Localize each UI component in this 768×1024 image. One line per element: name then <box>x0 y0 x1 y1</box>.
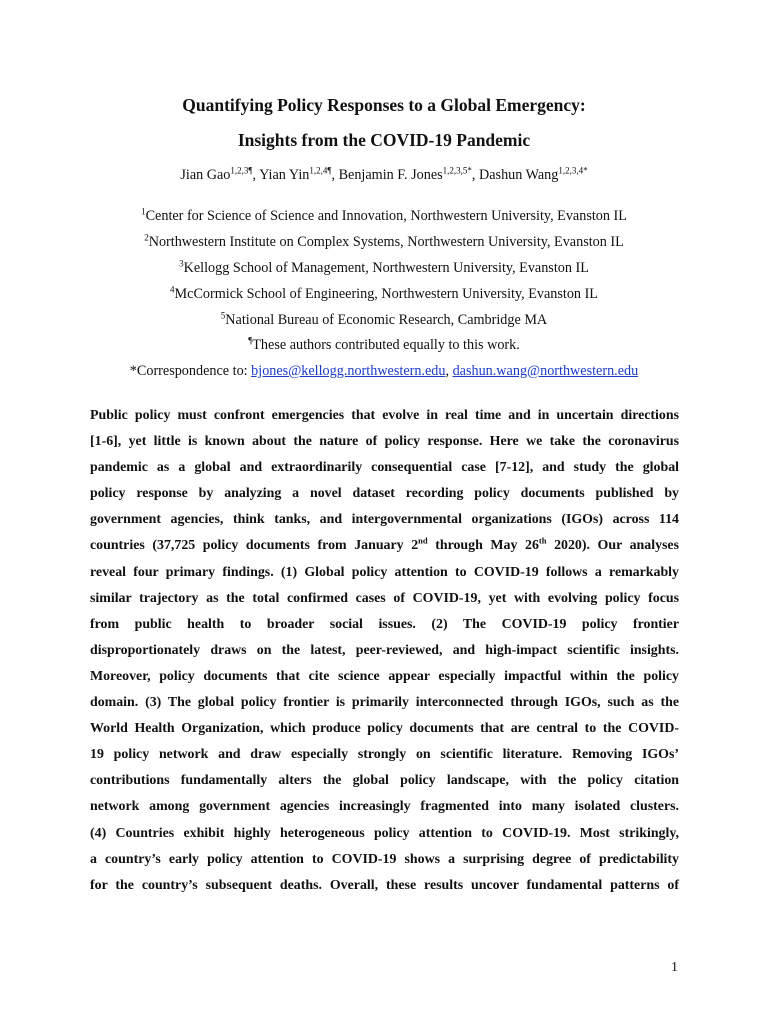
affiliation-4 <box>60 285 708 303</box>
abstract-line: government agencies, think tanks, and intergovernmental organizations (IGOs) across 114 <box>90 512 679 528</box>
ordinal-suffix: nd <box>418 535 428 546</box>
abstract-line: contributions fundamentally alters the global policy landscape, with the policy citation <box>90 773 679 789</box>
affiliation-mark: 2 <box>144 232 149 243</box>
author-list: Jian Gao$^{1,2,3\P}$, Yian Yin$^{1,2,4\P}$, Benjamin F. Jones$^{1,2,3,5*}$, Dashun Wang$^{1,2,3,4*}$ <box>180 165 588 183</box>
equal-contribution-note <box>60 336 708 354</box>
email-link-wang[interactable]: dashun.wang@northwestern.edu <box>452 363 639 379</box>
abstract-line: for the country’s subsequent deaths. Overall, these results uncover fundamental patterns of <box>90 877 679 893</box>
abstract-line-dates <box>90 536 679 562</box>
affiliation-1 <box>60 207 708 225</box>
affiliation-text: McCormick School of Engineering, Northwestern University, Evanston IL <box>174 286 598 302</box>
author-affiliation-marks: 1,2,4¶ <box>309 165 332 176</box>
abstract-line: Public policy must confront emergencies that evolve in real time and in uncertain directions <box>90 408 679 423</box>
email-separator: , <box>445 363 453 379</box>
paper-title-line-2: Insights from the COVID-19 Pandemic <box>237 130 531 150</box>
affiliation-mark: ¶ <box>248 335 253 346</box>
abstract-line: World Health Organization, which produce policy documents that are central to the COVID- <box>90 721 679 737</box>
author-name: Dashun Wang <box>479 167 559 183</box>
abstract-line: a country’s early policy attention to COVID-19 shows a surprising degree of predictability <box>90 851 679 867</box>
affiliation-text: Northwestern Institute on Complex Systems, Northwestern University, Evanston IL <box>148 234 624 250</box>
abstract-line: reveal four primary findings. (1) Global policy attention to COVID-19 follows a remarkably <box>90 564 679 580</box>
abstract-text: 2020). Our analyses <box>546 538 679 554</box>
author-affiliation-marks: 1,2,3¶ <box>230 165 253 176</box>
affiliation-text: Kellogg School of Management, Northwestern University, Evanston IL <box>183 260 589 276</box>
abstract-text: countries (37,725 policy documents from January 2 <box>90 538 419 554</box>
author-affiliation-marks: 1,2,3,5* <box>442 165 472 176</box>
abstract-line: (4) Countries exhibit highly heterogeneous policy attention to COVID-19. Most strikingly, <box>90 825 679 841</box>
abstract-line: 19 policy network and draw especially strongly on scientific literature. Removing IGOs’ <box>90 747 679 763</box>
page-number: 1 <box>671 960 678 975</box>
abstract-line: from public health to broader social issues. (2) The COVID-19 policy frontier <box>90 616 679 632</box>
affiliation-mark: 3 <box>179 258 184 269</box>
affiliation-2 <box>60 233 708 251</box>
author-affiliation-marks: 1,2,3,4* <box>558 165 588 176</box>
correspondence-label: *Correspondence to: <box>129 363 252 379</box>
abstract-line: pandemic as a global and extraordinarily consequential case [7-12], and study the global <box>90 460 679 476</box>
author-name: Benjamin F. Jones <box>338 167 443 183</box>
affiliation-3 <box>60 259 708 277</box>
affiliation-text: National Bureau of Economic Research, Cambridge MA <box>225 312 548 328</box>
author-name: Yian Yin <box>259 167 310 183</box>
affiliation-mark: 4 <box>170 284 175 295</box>
author-name: Jian Gao <box>180 167 231 183</box>
abstract-text: through May 26 <box>427 538 539 554</box>
affiliation-text: These authors contributed equally to this work. <box>252 337 520 353</box>
affiliation-text: Center for Science of Science and Innovation, Northwestern University, Evanston IL <box>145 208 627 224</box>
abstract-line: similar trajectory as the total confirmed cases of COVID-19, yet with evolving policy focus <box>90 590 679 606</box>
abstract-line: domain. (3) The global policy frontier is primarily interconnected through IGOs, such as the <box>90 695 679 711</box>
abstract <box>90 406 679 902</box>
abstract-line: [1-6], yet little is known about the nature of policy response. Here we take the coronavirus <box>90 434 679 450</box>
affiliation-mark: 1 <box>141 206 146 217</box>
abstract-line: Moreover, policy documents that cite science appear especially impactful within the policy <box>90 668 679 684</box>
abstract-line: network among government agencies increasingly fragmented into many isolated clusters. <box>90 799 679 815</box>
abstract-line: policy response by analyzing a novel dataset recording policy documents published by <box>90 486 679 502</box>
affiliation-mark: 5 <box>220 310 226 321</box>
paper-title-line-1: Quantifying Policy Responses to a Global Emergency: <box>182 95 586 115</box>
abstract-line: disproportionately draws on the latest, peer-reviewed, and high-impact scientific insights. <box>90 642 679 658</box>
affiliation-5 <box>60 311 708 329</box>
email-link-jones[interactable]: bjones@kellogg.northwestern.edu <box>251 363 446 379</box>
correspondence-line <box>60 362 708 380</box>
ordinal-suffix: th <box>538 535 547 546</box>
